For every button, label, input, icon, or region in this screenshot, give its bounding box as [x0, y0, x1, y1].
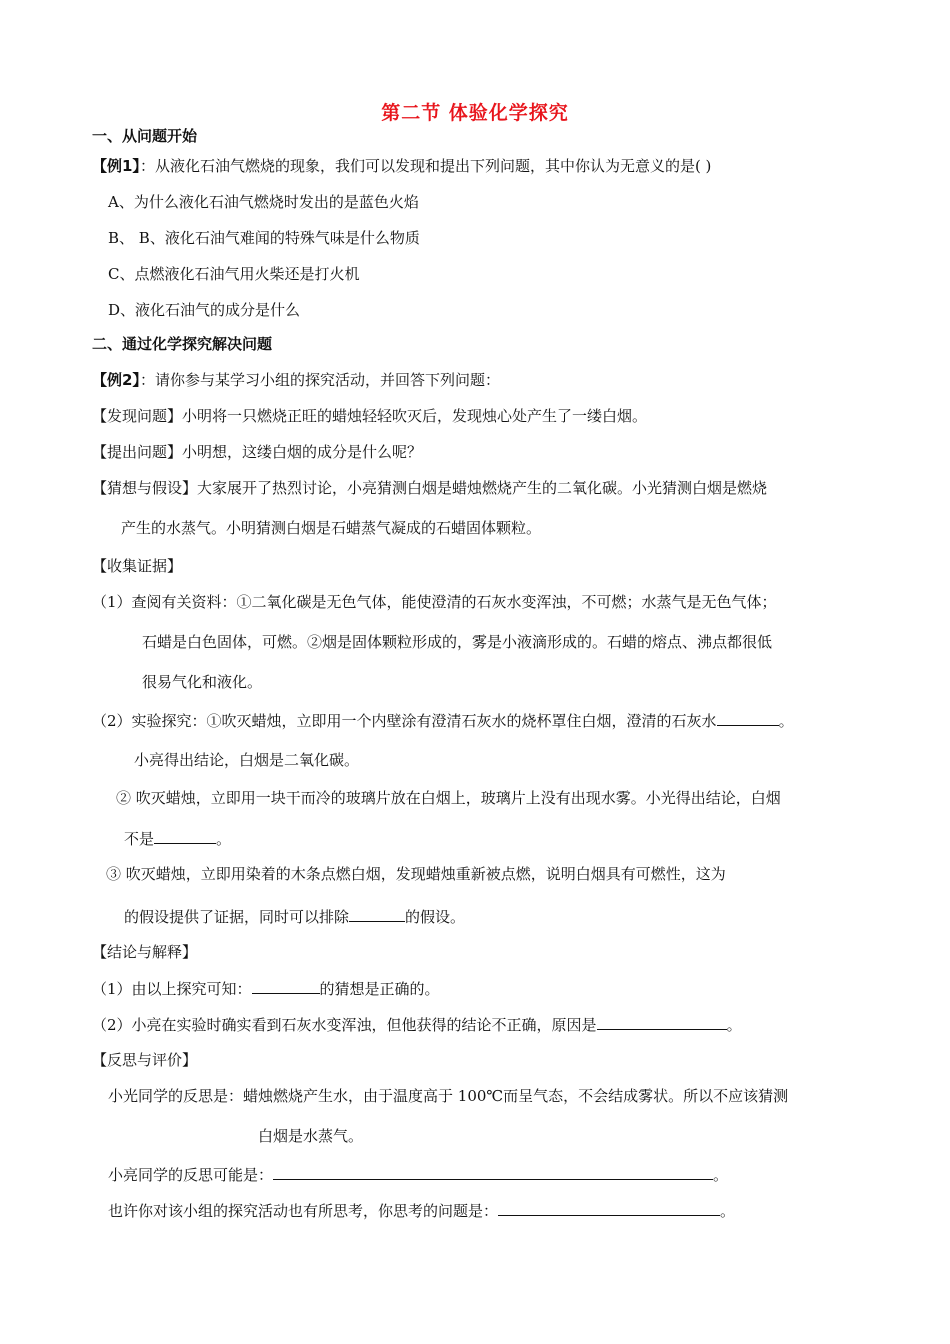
ask-question: 【提出问题】小明想，这缕白烟的成分是什么呢？ — [92, 443, 423, 461]
reflect-1-line-2: 白烟是水蒸气。 — [258, 1127, 364, 1145]
conclusion-1-text: （1）由以上探究可知： — [92, 980, 252, 998]
example1-question — [92, 156, 711, 176]
evidence2-line-4 — [124, 828, 231, 849]
conclusion-2-end: 。 — [726, 1016, 742, 1034]
example1-option-c: C、点燃液化石油气用火柴还是打火机 — [108, 265, 360, 283]
answer-blank-4[interactable] — [252, 978, 320, 994]
answer-blank-3[interactable] — [349, 906, 405, 922]
discover-problem: 【发现问题】小明将一只燃烧正旺的蜡烛轻轻吹灭后，发现烛心处产生了一缕白烟。 — [92, 407, 648, 425]
conclusion-1-end: 的猜想是正确的。 — [319, 980, 440, 998]
evidence2-line-1-text: （2）实验探究：①吹灭蜡烛，立即用一个内壁涂有澄清石灰水的烧杯罩住白烟，澄清的石灰水 — [92, 712, 717, 730]
reflect-2 — [108, 1164, 728, 1185]
conclusion-heading: 【结论与解释】 — [92, 943, 198, 961]
reflect-3-text: 也许你对该小组的探究活动也有所思考，你思考的问题是： — [108, 1202, 499, 1220]
example2-intro-text: ：请你参与某学习小组的探究活动，并回答下列问题： — [139, 371, 500, 389]
example1-option-a: A、为什么液化石油气燃烧时发出的是蓝色火焰 — [108, 193, 419, 211]
hypothesis-line-1: 【猜想与假设】大家展开了热烈讨论，小亮猜测白烟是蜡烛燃烧产生的二氧化碳。小光猜测白烟是燃烧 — [92, 479, 768, 497]
example1-option-d: D、液化石油气的成分是什么 — [108, 301, 301, 319]
example1-option-b: B、 B、液化石油气难闻的特殊气味是什么物质 — [108, 229, 420, 247]
reflect-1-line-1: 小光同学的反思是：蜡烛燃烧产生水，由于温度高于 100℃而呈气态，不会结成雾状。所以不应该猜测 — [108, 1087, 789, 1105]
evidence2-line-6 — [124, 906, 465, 927]
conclusion-1 — [92, 978, 440, 999]
evidence2-line-3: ② 吹灭蜡烛，立即用一块干而冷的玻璃片放在白烟上，玻璃片上没有出现水雾。小光得出结论，白烟 — [116, 789, 781, 807]
reflect-2-text: 小亮同学的反思可能是： — [108, 1166, 274, 1184]
reflect-heading: 【反思与评价】 — [92, 1051, 198, 1069]
answer-blank-5[interactable] — [597, 1014, 727, 1030]
answer-blank-6[interactable] — [273, 1164, 713, 1180]
example1-label: 【例1】 — [92, 157, 140, 175]
reflect-2-end: 。 — [713, 1166, 729, 1184]
evidence-heading: 【收集证据】 — [92, 557, 183, 575]
evidence1-line-1: （1）查阅有关资料：①二氧化碳是无色气体，能使澄清的石灰水变浑浊，不可燃；水蒸气是无色气体； — [92, 593, 777, 611]
evidence2-line-5: ③ 吹灭蜡烛，立即用染着的木条点燃白烟，发现蜡烛重新被点燃，说明白烟具有可燃性，这为 — [106, 865, 726, 883]
evidence2-line-4-end: 。 — [216, 830, 232, 848]
evidence1-line-3: 很易气化和液化。 — [142, 673, 263, 691]
answer-blank-7[interactable] — [498, 1200, 720, 1216]
conclusion-2-text: （2）小亮在实验时确实看到石灰水变浑浊，但他获得的结论不正确，原因是 — [92, 1016, 597, 1034]
reflect-3-end: 。 — [720, 1202, 736, 1220]
example2-intro — [92, 370, 500, 390]
evidence2-line-6-text: 的假设提供了证据，同时可以排除 — [124, 908, 350, 926]
evidence2-line-1 — [92, 710, 794, 731]
section-heading-1: 一、从问题开始 — [92, 127, 198, 145]
evidence2-line-2: 小亮得出结论，白烟是二氧化碳。 — [134, 751, 360, 769]
evidence2-line-1-end: 。 — [778, 712, 794, 730]
evidence1-line-2: 石蜡是白色固体，可燃。②烟是固体颗粒形成的，雾是小液滴形成的。石蜡的熔点、沸点都很低 — [142, 633, 773, 651]
answer-blank-2[interactable] — [154, 828, 216, 844]
example2-label: 【例2】 — [92, 371, 140, 389]
reflect-3 — [108, 1200, 735, 1221]
evidence2-line-4-text: 不是 — [124, 830, 155, 848]
evidence2-line-6-end: 的假设。 — [405, 908, 466, 926]
section-heading-2: 二、通过化学探究解决问题 — [92, 335, 273, 353]
hypothesis-line-2: 产生的水蒸气。小明猜测白烟是石蜡蒸气凝成的石蜡固体颗粒。 — [121, 519, 542, 537]
page-title: 第二节 体验化学探究 — [381, 102, 569, 124]
example1-text: ：从液化石油气燃烧的现象，我们可以发现和提出下列问题，其中你认为无意义的是( ) — [139, 157, 712, 175]
conclusion-2 — [92, 1014, 742, 1035]
answer-blank-1[interactable] — [717, 710, 779, 726]
